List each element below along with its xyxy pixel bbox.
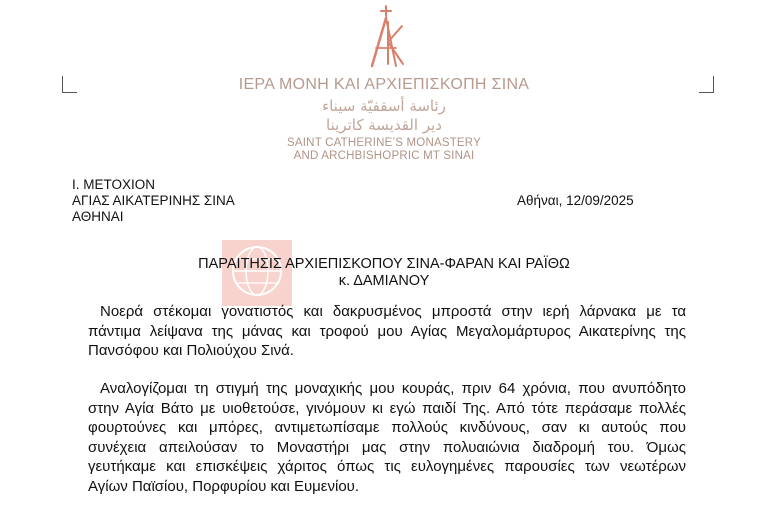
letterhead-name-greek: ΙΕΡΑ ΜΟΝΗ ΚΑΙ ΑΡΧΙΕΠΙΣΚΟΠΗ ΣΙΝΑ — [238, 76, 530, 93]
paragraph-line: Νοερά στέκομαι γονατιστός και δακρυσμένος μπροστά στην ιερή λάρνακα με τα — [100, 303, 686, 320]
paragraph-line: Αναλογίζομαι τη στιγμή της μοναχικής μου κουράς, πριν 64 χρόνια, που ανυπόδητο — [100, 380, 686, 397]
paragraph-line: Αγίων Παϊσίου, Πορφυρίου και Ευμενίου. — [88, 477, 360, 495]
paragraph-line: γευτήκαμε και επισκέψεις χάριτος όπως τις ευλογημένες παρουσίες των νεωτέρων — [88, 458, 686, 475]
letterhead-name-english-1: SAINT CATHERINE’S MONASTERY — [287, 137, 481, 149]
paragraph-line: Πανσόφου και Πολιούχου Σινά. — [88, 342, 294, 359]
letter-date: Αθήναι, 12/09/2025 — [517, 193, 634, 208]
crop-mark-left — [62, 76, 77, 93]
letter-title: ΠΑΡΑΙΤΗΣΙΣ ΑΡΧΙΕΠΙΣΚΟΠΟΥ ΣΙΝΑ-ΦΑΡΑΝ ΚΑΙ ΡΑΪΘΩ — [198, 256, 570, 272]
paragraph-line: φουρτούνες και μπόρες, αντιμετωπίσαμε πολλούς κινδύνους, σαν κι αυτούς που — [88, 419, 686, 436]
sender-line-2: ΑΓΙΑΣ ΑΙΚΑΤΕΡΙΝΗΣ ΣΙΝΑ — [72, 193, 235, 208]
letterhead-name-english-2: AND ARCHBISHOPRIC MT SINAI — [293, 150, 475, 162]
letterhead-name-arabic-2: دير القديسة كاترينا — [326, 116, 442, 134]
body-paragraph-2 — [88, 379, 686, 496]
letterhead-name-arabic-1: رئاسة أسقفيّة سيناء — [322, 97, 446, 115]
monastery-monogram-icon — [366, 4, 406, 70]
paragraph-line: πάντιμα λείψανα της μάνας και τροφού μου Αγίας Μεγαλομάρτυρος Αικατερίνης της — [88, 322, 686, 340]
body-paragraph-1 — [88, 302, 686, 361]
paragraph-line: συνέχεια απειλούσαν το Μοναστήρι μας στην πολυαιώνια διαδρομή του. Όμως — [88, 438, 686, 456]
paragraph-line: στην Αγία Βάτο με υιοθετούσε, γινόμουν κι εγώ παιδί Της. Από τότε περάσαμε πολλές — [88, 399, 686, 417]
letter-subtitle: κ. ΔΑΜΙΑΝΟΥ — [338, 273, 430, 289]
sender-line-1: Ι. ΜΕΤΟΧΙΟΝ — [72, 177, 156, 192]
sender-line-3: ΑΘΗΝΑΙ — [72, 209, 124, 224]
crop-mark-right — [699, 76, 714, 93]
